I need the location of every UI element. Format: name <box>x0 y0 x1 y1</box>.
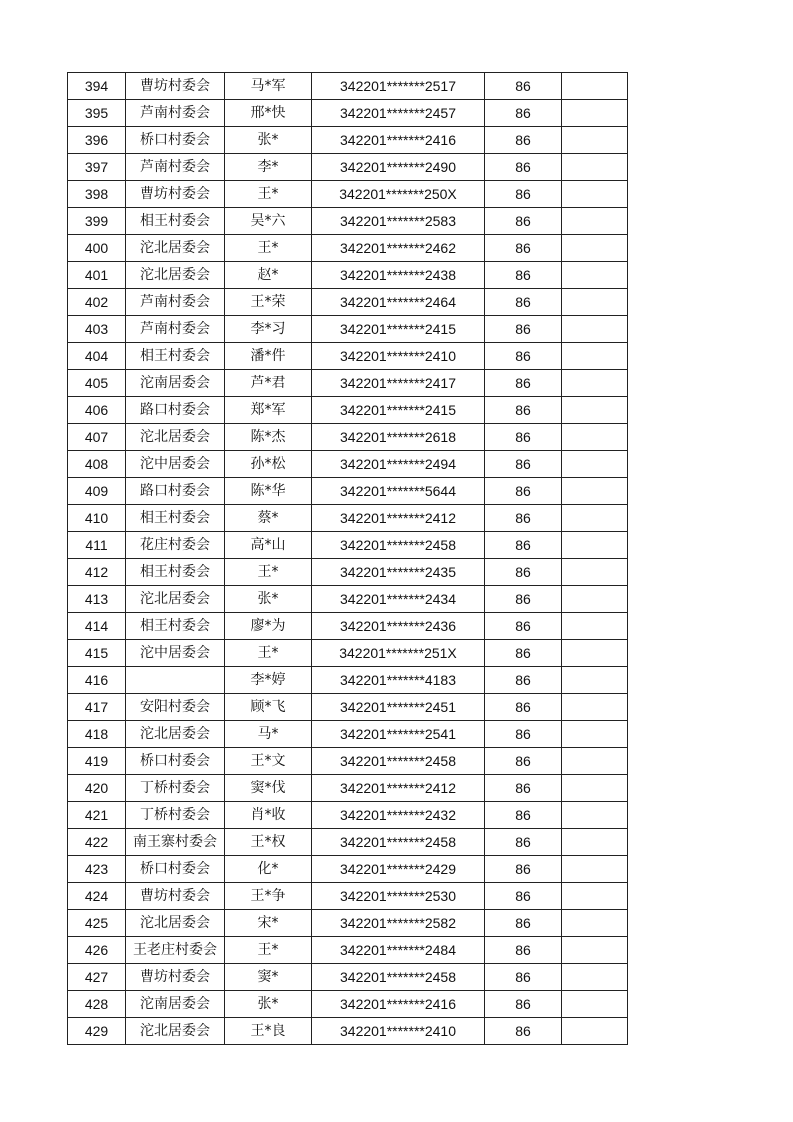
id-number-cell: 342201*******2438 <box>312 262 485 289</box>
table-row <box>68 829 628 856</box>
committee-cell: 芦南村委会 <box>126 289 225 316</box>
committee-cell: 沱北居委会 <box>126 721 225 748</box>
table-row <box>68 532 628 559</box>
committee-cell: 桥口村委会 <box>126 127 225 154</box>
row-number-cell: 398 <box>68 181 126 208</box>
committee-cell: 桥口村委会 <box>126 856 225 883</box>
person-name-cell: 王* <box>225 559 312 586</box>
note-cell <box>562 505 628 532</box>
note-cell <box>562 181 628 208</box>
table-row <box>68 694 628 721</box>
person-name-cell: 王*良 <box>225 1018 312 1045</box>
committee-cell: 沱南居委会 <box>126 991 225 1018</box>
id-number-cell: 342201*******2432 <box>312 802 485 829</box>
row-number-cell: 414 <box>68 613 126 640</box>
person-name-cell: 窦*伐 <box>225 775 312 802</box>
note-cell <box>562 208 628 235</box>
table-row <box>68 748 628 775</box>
row-number-cell: 424 <box>68 883 126 910</box>
person-name-cell: 马* <box>225 721 312 748</box>
note-cell <box>562 451 628 478</box>
person-name-cell: 陈*杰 <box>225 424 312 451</box>
person-name-cell: 吴*六 <box>225 208 312 235</box>
amount-cell: 86 <box>485 856 562 883</box>
person-name-cell: 高*山 <box>225 532 312 559</box>
row-number-cell: 427 <box>68 964 126 991</box>
committee-cell: 芦南村委会 <box>126 154 225 181</box>
note-cell <box>562 802 628 829</box>
person-name-cell: 廖*为 <box>225 613 312 640</box>
person-name-cell: 邢*快 <box>225 100 312 127</box>
person-name-cell: 陈*华 <box>225 478 312 505</box>
committee-cell: 沱北居委会 <box>126 235 225 262</box>
id-number-cell: 342201*******2484 <box>312 937 485 964</box>
table-row <box>68 478 628 505</box>
row-number-cell: 419 <box>68 748 126 775</box>
id-number-cell: 342201*******4183 <box>312 667 485 694</box>
amount-cell: 86 <box>485 721 562 748</box>
amount-cell: 86 <box>485 613 562 640</box>
note-cell <box>562 667 628 694</box>
amount-cell: 86 <box>485 235 562 262</box>
id-number-cell: 342201*******2416 <box>312 991 485 1018</box>
amount-cell: 86 <box>485 694 562 721</box>
id-number-cell: 342201*******2494 <box>312 451 485 478</box>
person-name-cell: 化* <box>225 856 312 883</box>
note-cell <box>562 991 628 1018</box>
row-number-cell: 420 <box>68 775 126 802</box>
id-number-cell: 342201*******2451 <box>312 694 485 721</box>
id-number-cell: 342201*******2464 <box>312 289 485 316</box>
amount-cell: 86 <box>485 775 562 802</box>
person-name-cell: 张* <box>225 586 312 613</box>
person-name-cell: 窦* <box>225 964 312 991</box>
note-cell <box>562 613 628 640</box>
table-row <box>68 397 628 424</box>
id-number-cell: 342201*******2462 <box>312 235 485 262</box>
id-number-cell: 342201*******2410 <box>312 343 485 370</box>
amount-cell: 86 <box>485 802 562 829</box>
id-number-cell: 342201*******5644 <box>312 478 485 505</box>
table-row <box>68 127 628 154</box>
row-number-cell: 426 <box>68 937 126 964</box>
committee-cell: 曹坊村委会 <box>126 883 225 910</box>
table-row <box>68 559 628 586</box>
amount-cell: 86 <box>485 964 562 991</box>
committee-cell: 曹坊村委会 <box>126 73 225 100</box>
note-cell <box>562 154 628 181</box>
note-cell <box>562 73 628 100</box>
row-number-cell: 409 <box>68 478 126 505</box>
row-number-cell: 422 <box>68 829 126 856</box>
table-row <box>68 613 628 640</box>
note-cell <box>562 316 628 343</box>
id-number-cell: 342201*******2458 <box>312 964 485 991</box>
table-body <box>68 73 628 1045</box>
committee-cell: 沱南居委会 <box>126 370 225 397</box>
row-number-cell: 405 <box>68 370 126 397</box>
person-name-cell: 张* <box>225 991 312 1018</box>
note-cell <box>562 883 628 910</box>
table-row <box>68 316 628 343</box>
row-number-cell: 429 <box>68 1018 126 1045</box>
row-number-cell: 394 <box>68 73 126 100</box>
amount-cell: 86 <box>485 343 562 370</box>
note-cell <box>562 235 628 262</box>
row-number-cell: 423 <box>68 856 126 883</box>
note-cell <box>562 910 628 937</box>
person-name-cell: 肖*收 <box>225 802 312 829</box>
person-name-cell: 王* <box>225 640 312 667</box>
committee-cell: 相王村委会 <box>126 505 225 532</box>
row-number-cell: 417 <box>68 694 126 721</box>
row-number-cell: 401 <box>68 262 126 289</box>
table-row <box>68 343 628 370</box>
amount-cell: 86 <box>485 532 562 559</box>
table-row <box>68 937 628 964</box>
table-row <box>68 721 628 748</box>
committee-cell: 沱中居委会 <box>126 640 225 667</box>
amount-cell: 86 <box>485 586 562 613</box>
amount-cell: 86 <box>485 424 562 451</box>
table-row <box>68 73 628 100</box>
amount-cell: 86 <box>485 208 562 235</box>
amount-cell: 86 <box>485 640 562 667</box>
committee-cell: 曹坊村委会 <box>126 181 225 208</box>
id-number-cell: 342201*******2412 <box>312 505 485 532</box>
amount-cell: 86 <box>485 397 562 424</box>
amount-cell: 86 <box>485 262 562 289</box>
table-row <box>68 370 628 397</box>
row-number-cell: 413 <box>68 586 126 613</box>
committee-cell: 沱北居委会 <box>126 910 225 937</box>
id-number-cell: 342201*******2435 <box>312 559 485 586</box>
row-number-cell: 425 <box>68 910 126 937</box>
committee-cell: 南王寨村委会 <box>126 829 225 856</box>
table-row <box>68 154 628 181</box>
person-name-cell: 郑*军 <box>225 397 312 424</box>
table-row <box>68 181 628 208</box>
amount-cell: 86 <box>485 100 562 127</box>
id-number-cell: 342201*******2436 <box>312 613 485 640</box>
amount-cell: 86 <box>485 910 562 937</box>
id-number-cell: 342201*******2530 <box>312 883 485 910</box>
id-number-cell: 342201*******251X <box>312 640 485 667</box>
table-row <box>68 667 628 694</box>
amount-cell: 86 <box>485 883 562 910</box>
note-cell <box>562 640 628 667</box>
note-cell <box>562 856 628 883</box>
note-cell <box>562 559 628 586</box>
note-cell <box>562 100 628 127</box>
amount-cell: 86 <box>485 154 562 181</box>
person-name-cell: 李* <box>225 154 312 181</box>
id-number-cell: 342201*******2490 <box>312 154 485 181</box>
person-name-cell: 马*军 <box>225 73 312 100</box>
note-cell <box>562 127 628 154</box>
committee-cell: 花庄村委会 <box>126 532 225 559</box>
committee-cell: 沱北居委会 <box>126 586 225 613</box>
table-row <box>68 586 628 613</box>
note-cell <box>562 1018 628 1045</box>
table-row <box>68 775 628 802</box>
note-cell <box>562 343 628 370</box>
id-number-cell: 342201*******2582 <box>312 910 485 937</box>
id-number-cell: 342201*******2410 <box>312 1018 485 1045</box>
committee-cell: 相王村委会 <box>126 613 225 640</box>
amount-cell: 86 <box>485 289 562 316</box>
id-number-cell: 342201*******2416 <box>312 127 485 154</box>
id-number-cell: 342201*******2457 <box>312 100 485 127</box>
id-number-cell: 342201*******2458 <box>312 532 485 559</box>
committee-cell: 王老庄村委会 <box>126 937 225 964</box>
committee-cell: 沱北居委会 <box>126 424 225 451</box>
committee-cell: 相王村委会 <box>126 208 225 235</box>
table-row <box>68 424 628 451</box>
id-number-cell: 342201*******250X <box>312 181 485 208</box>
id-number-cell: 342201*******2434 <box>312 586 485 613</box>
row-number-cell: 395 <box>68 100 126 127</box>
note-cell <box>562 586 628 613</box>
note-cell <box>562 694 628 721</box>
id-number-cell: 342201*******2517 <box>312 73 485 100</box>
amount-cell: 86 <box>485 370 562 397</box>
amount-cell: 86 <box>485 505 562 532</box>
row-number-cell: 412 <box>68 559 126 586</box>
committee-cell: 芦南村委会 <box>126 100 225 127</box>
row-number-cell: 397 <box>68 154 126 181</box>
row-number-cell: 410 <box>68 505 126 532</box>
beneficiary-table <box>67 72 628 1045</box>
row-number-cell: 421 <box>68 802 126 829</box>
table-row <box>68 262 628 289</box>
row-number-cell: 408 <box>68 451 126 478</box>
row-number-cell: 402 <box>68 289 126 316</box>
table-row <box>68 802 628 829</box>
committee-cell: 芦南村委会 <box>126 316 225 343</box>
table-row <box>68 451 628 478</box>
committee-cell: 曹坊村委会 <box>126 964 225 991</box>
row-number-cell: 406 <box>68 397 126 424</box>
row-number-cell: 403 <box>68 316 126 343</box>
person-name-cell: 王*荣 <box>225 289 312 316</box>
person-name-cell: 孙*松 <box>225 451 312 478</box>
amount-cell: 86 <box>485 559 562 586</box>
note-cell <box>562 289 628 316</box>
id-number-cell: 342201*******2412 <box>312 775 485 802</box>
row-number-cell: 411 <box>68 532 126 559</box>
table-row <box>68 100 628 127</box>
amount-cell: 86 <box>485 748 562 775</box>
committee-cell: 安阳村委会 <box>126 694 225 721</box>
person-name-cell: 芦*君 <box>225 370 312 397</box>
amount-cell: 86 <box>485 73 562 100</box>
amount-cell: 86 <box>485 316 562 343</box>
table-row <box>68 964 628 991</box>
amount-cell: 86 <box>485 667 562 694</box>
table-row <box>68 505 628 532</box>
person-name-cell: 李*婷 <box>225 667 312 694</box>
amount-cell: 86 <box>485 829 562 856</box>
table-row <box>68 856 628 883</box>
committee-cell: 相王村委会 <box>126 343 225 370</box>
table-row <box>68 289 628 316</box>
committee-cell: 沱北居委会 <box>126 1018 225 1045</box>
person-name-cell: 王*权 <box>225 829 312 856</box>
person-name-cell: 顾*飞 <box>225 694 312 721</box>
row-number-cell: 400 <box>68 235 126 262</box>
committee-cell: 桥口村委会 <box>126 748 225 775</box>
table-row <box>68 1018 628 1045</box>
person-name-cell: 王*争 <box>225 883 312 910</box>
note-cell <box>562 721 628 748</box>
note-cell <box>562 424 628 451</box>
id-number-cell: 342201*******2415 <box>312 316 485 343</box>
table-row <box>68 640 628 667</box>
row-number-cell: 416 <box>68 667 126 694</box>
committee-cell: 沱北居委会 <box>126 262 225 289</box>
note-cell <box>562 937 628 964</box>
amount-cell: 86 <box>485 451 562 478</box>
note-cell <box>562 262 628 289</box>
note-cell <box>562 775 628 802</box>
amount-cell: 86 <box>485 991 562 1018</box>
id-number-cell: 342201*******2458 <box>312 829 485 856</box>
row-number-cell: 399 <box>68 208 126 235</box>
note-cell <box>562 748 628 775</box>
person-name-cell: 王*文 <box>225 748 312 775</box>
amount-cell: 86 <box>485 127 562 154</box>
row-number-cell: 415 <box>68 640 126 667</box>
person-name-cell: 王* <box>225 235 312 262</box>
table-row <box>68 883 628 910</box>
committee-cell: 路口村委会 <box>126 478 225 505</box>
committee-cell: 沱中居委会 <box>126 451 225 478</box>
id-number-cell: 342201*******2415 <box>312 397 485 424</box>
id-number-cell: 342201*******2429 <box>312 856 485 883</box>
person-name-cell: 李*习 <box>225 316 312 343</box>
person-name-cell: 王* <box>225 181 312 208</box>
row-number-cell: 396 <box>68 127 126 154</box>
committee-cell: 路口村委会 <box>126 397 225 424</box>
committee-cell <box>126 667 225 694</box>
note-cell <box>562 370 628 397</box>
person-name-cell: 张* <box>225 127 312 154</box>
note-cell <box>562 964 628 991</box>
person-name-cell: 潘*件 <box>225 343 312 370</box>
id-number-cell: 342201*******2618 <box>312 424 485 451</box>
committee-cell: 相王村委会 <box>126 559 225 586</box>
id-number-cell: 342201*******2417 <box>312 370 485 397</box>
committee-cell: 丁桥村委会 <box>126 775 225 802</box>
note-cell <box>562 478 628 505</box>
amount-cell: 86 <box>485 478 562 505</box>
note-cell <box>562 829 628 856</box>
person-name-cell: 王* <box>225 937 312 964</box>
amount-cell: 86 <box>485 937 562 964</box>
id-number-cell: 342201*******2458 <box>312 748 485 775</box>
amount-cell: 86 <box>485 1018 562 1045</box>
note-cell <box>562 397 628 424</box>
person-name-cell: 蔡* <box>225 505 312 532</box>
row-number-cell: 418 <box>68 721 126 748</box>
note-cell <box>562 532 628 559</box>
person-name-cell: 赵* <box>225 262 312 289</box>
id-number-cell: 342201*******2583 <box>312 208 485 235</box>
person-name-cell: 宋* <box>225 910 312 937</box>
id-number-cell: 342201*******2541 <box>312 721 485 748</box>
table-row <box>68 235 628 262</box>
table-row <box>68 910 628 937</box>
amount-cell: 86 <box>485 181 562 208</box>
table-row <box>68 208 628 235</box>
committee-cell: 丁桥村委会 <box>126 802 225 829</box>
row-number-cell: 428 <box>68 991 126 1018</box>
row-number-cell: 407 <box>68 424 126 451</box>
table-row <box>68 991 628 1018</box>
row-number-cell: 404 <box>68 343 126 370</box>
